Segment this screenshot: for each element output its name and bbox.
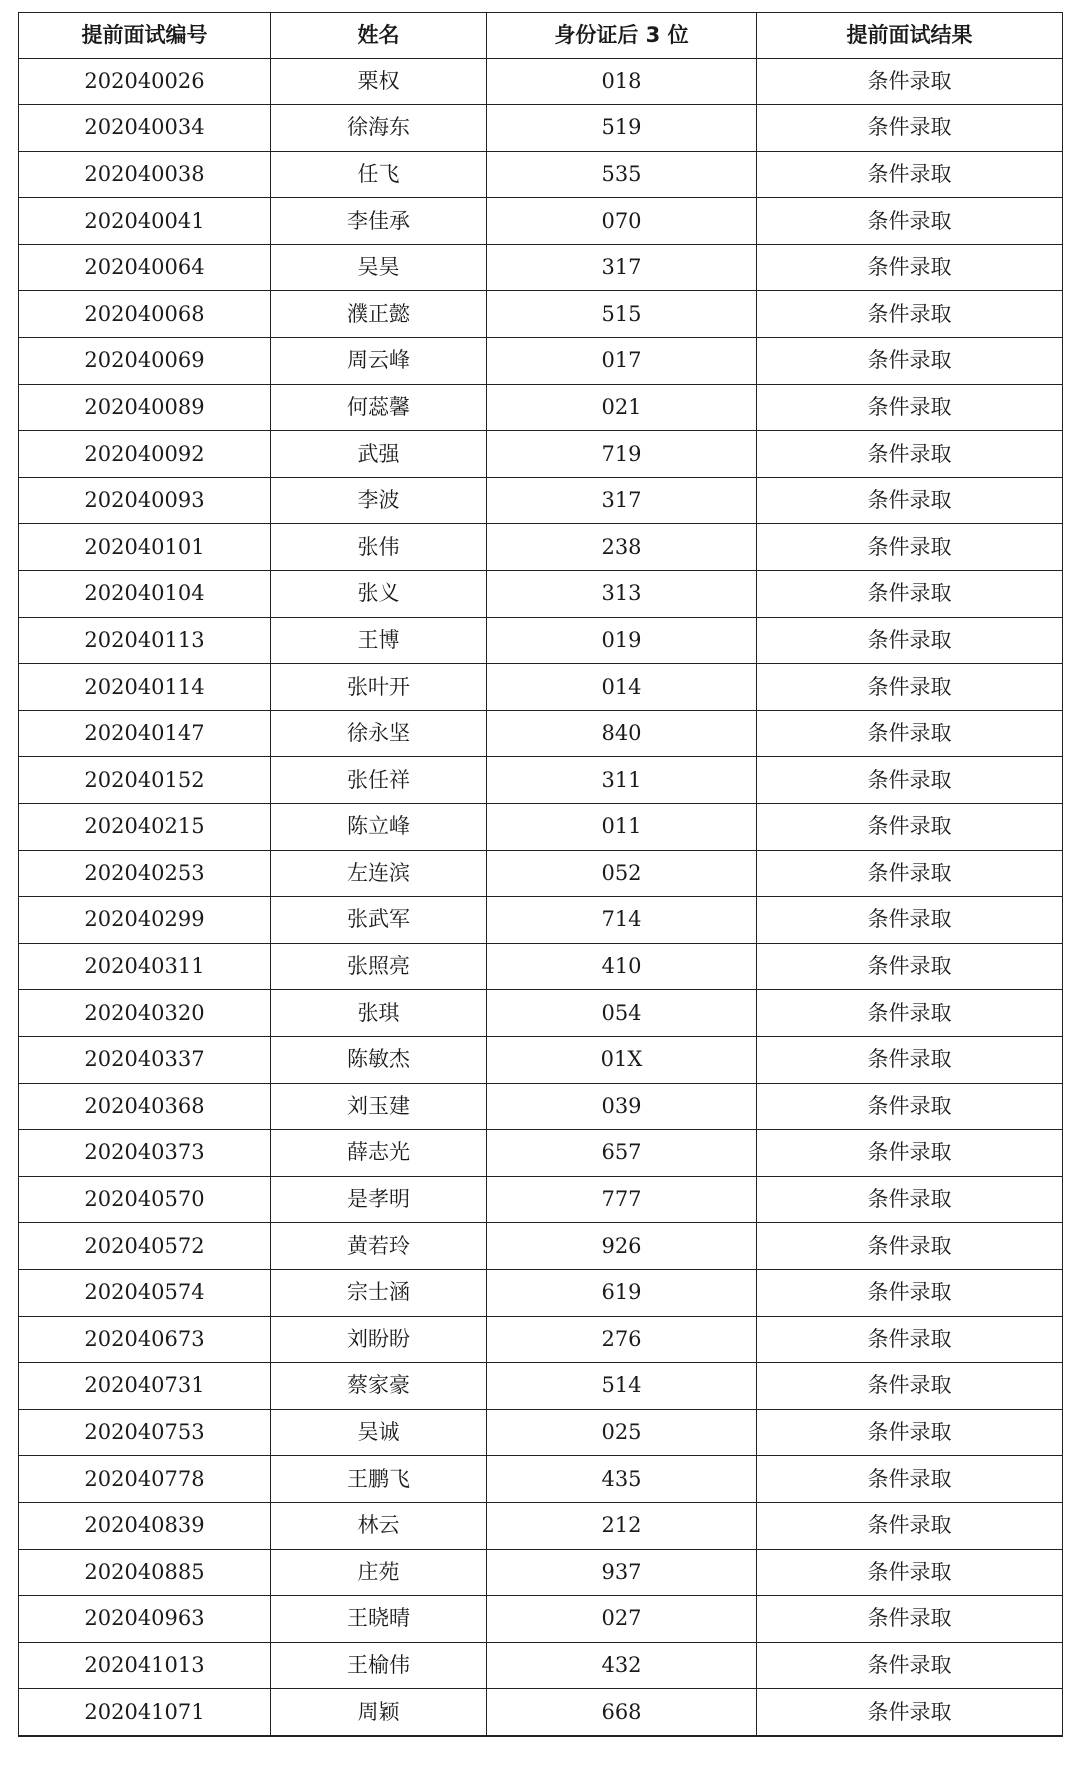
cell-id-last-3: 937 [487,1549,757,1596]
cell-name: 张任祥 [271,757,487,804]
header-interview-number: 提前面试编号 [19,13,271,59]
cell-interview-result: 条件录取 [757,58,1063,105]
cell-interview-number: 202040572 [19,1223,271,1270]
cell-interview-number: 202040963 [19,1596,271,1643]
table-row [19,477,1063,524]
cell-name: 薛志光 [271,1130,487,1177]
cell-interview-number: 202040101 [19,524,271,571]
cell-interview-number: 202040311 [19,943,271,990]
cell-interview-number: 202040152 [19,757,271,804]
cell-id-last-3: 840 [487,710,757,757]
cell-interview-number: 202040093 [19,477,271,524]
cell-interview-result: 条件录取 [757,804,1063,851]
cell-interview-result: 条件录取 [757,897,1063,944]
cell-id-last-3: 317 [487,477,757,524]
cell-interview-number: 202040092 [19,431,271,478]
table-row [19,897,1063,944]
cell-id-last-3: 021 [487,384,757,431]
cell-id-last-3: 052 [487,850,757,897]
cell-id-last-3: 019 [487,617,757,664]
cell-id-last-3: 714 [487,897,757,944]
table-row [19,291,1063,338]
cell-interview-number: 202040337 [19,1036,271,1083]
cell-interview-result: 条件录取 [757,1642,1063,1689]
table-row [19,1642,1063,1689]
cell-name: 张伟 [271,524,487,571]
table-row [19,990,1063,1037]
cell-interview-result: 条件录取 [757,384,1063,431]
table-row [19,524,1063,571]
cell-name: 张琪 [271,990,487,1037]
cell-interview-result: 条件录取 [757,198,1063,245]
cell-interview-result: 条件录取 [757,1269,1063,1316]
cell-interview-number: 202040885 [19,1549,271,1596]
cell-interview-number: 202040034 [19,105,271,152]
table-row [19,1363,1063,1410]
cell-name: 蔡家豪 [271,1363,487,1410]
cell-id-last-3: 619 [487,1269,757,1316]
cell-interview-number: 202040839 [19,1502,271,1549]
table-body [19,58,1063,1736]
cell-interview-result: 条件录取 [757,1316,1063,1363]
cell-interview-result: 条件录取 [757,664,1063,711]
cell-interview-number: 202040113 [19,617,271,664]
cell-interview-result: 条件录取 [757,291,1063,338]
cell-id-last-3: 719 [487,431,757,478]
table-row [19,1409,1063,1456]
table-header [19,13,1063,59]
cell-name: 何蕊馨 [271,384,487,431]
cell-interview-number: 202040026 [19,58,271,105]
cell-id-last-3: 313 [487,571,757,618]
table-row [19,1083,1063,1130]
table-row [19,384,1063,431]
table-row [19,1316,1063,1363]
header-interview-result: 提前面试结果 [757,13,1063,59]
cell-name: 刘盼盼 [271,1316,487,1363]
cell-interview-result: 条件录取 [757,1456,1063,1503]
table-row [19,151,1063,198]
cell-interview-result: 条件录取 [757,244,1063,291]
table-row [19,757,1063,804]
cell-id-last-3: 276 [487,1316,757,1363]
cell-name: 徐海东 [271,105,487,152]
cell-interview-result: 条件录取 [757,1549,1063,1596]
cell-name: 张武军 [271,897,487,944]
table-row [19,1689,1063,1736]
cell-id-last-3: 514 [487,1363,757,1410]
cell-id-last-3: 025 [487,1409,757,1456]
cell-interview-result: 条件录取 [757,431,1063,478]
header-id-last-3: 身份证后 3 位 [487,13,757,59]
table-row [19,338,1063,385]
cell-interview-number: 202040104 [19,571,271,618]
cell-interview-number: 202040368 [19,1083,271,1130]
cell-name: 周颖 [271,1689,487,1736]
cell-interview-number: 202040089 [19,384,271,431]
cell-name: 吴昊 [271,244,487,291]
cell-interview-result: 条件录取 [757,105,1063,152]
cell-id-last-3: 926 [487,1223,757,1270]
cell-id-last-3: 317 [487,244,757,291]
table-row [19,710,1063,757]
cell-name: 张照亮 [271,943,487,990]
cell-interview-number: 202040731 [19,1363,271,1410]
table-row [19,1502,1063,1549]
cell-interview-number: 202041071 [19,1689,271,1736]
cell-interview-number: 202040778 [19,1456,271,1503]
cell-interview-result: 条件录取 [757,990,1063,1037]
cell-interview-number: 202040574 [19,1269,271,1316]
table-row [19,1223,1063,1270]
cell-name: 任飞 [271,151,487,198]
cell-id-last-3: 054 [487,990,757,1037]
cell-interview-result: 条件录取 [757,151,1063,198]
cell-interview-result: 条件录取 [757,1689,1063,1736]
cell-name: 濮正懿 [271,291,487,338]
cell-id-last-3: 432 [487,1642,757,1689]
cell-interview-result: 条件录取 [757,1176,1063,1223]
table-row [19,850,1063,897]
cell-id-last-3: 011 [487,804,757,851]
cell-interview-result: 条件录取 [757,1363,1063,1410]
cell-name: 庄苑 [271,1549,487,1596]
table-row [19,1130,1063,1177]
cell-interview-result: 条件录取 [757,1596,1063,1643]
cell-interview-result: 条件录取 [757,757,1063,804]
cell-name: 徐永坚 [271,710,487,757]
cell-interview-number: 202040147 [19,710,271,757]
cell-interview-result: 条件录取 [757,477,1063,524]
cell-name: 刘玉建 [271,1083,487,1130]
cell-interview-number: 202040753 [19,1409,271,1456]
cell-interview-result: 条件录取 [757,1036,1063,1083]
cell-name: 李佳承 [271,198,487,245]
cell-interview-result: 条件录取 [757,524,1063,571]
results-sheet [18,12,1062,1737]
cell-name: 王榆伟 [271,1642,487,1689]
cell-interview-number: 202040068 [19,291,271,338]
cell-id-last-3: 070 [487,198,757,245]
cell-name: 是孝明 [271,1176,487,1223]
cell-id-last-3: 777 [487,1176,757,1223]
cell-id-last-3: 311 [487,757,757,804]
cell-interview-number: 202040320 [19,990,271,1037]
cell-name: 王晓晴 [271,1596,487,1643]
header-row [19,13,1063,59]
cell-interview-number: 202040673 [19,1316,271,1363]
cell-interview-number: 202040299 [19,897,271,944]
cell-interview-number: 202041013 [19,1642,271,1689]
table-row [19,244,1063,291]
cell-id-last-3: 535 [487,151,757,198]
cell-name: 武强 [271,431,487,478]
table-row [19,198,1063,245]
table-row [19,1596,1063,1643]
cell-name: 周云峰 [271,338,487,385]
cell-name: 吴诚 [271,1409,487,1456]
cell-id-last-3: 515 [487,291,757,338]
table-row [19,664,1063,711]
table-row [19,571,1063,618]
cell-interview-result: 条件录取 [757,850,1063,897]
cell-id-last-3: 657 [487,1130,757,1177]
cell-name: 林云 [271,1502,487,1549]
cell-interview-number: 202040038 [19,151,271,198]
cell-interview-result: 条件录取 [757,710,1063,757]
table-row [19,58,1063,105]
cell-interview-number: 202040041 [19,198,271,245]
table-row [19,1269,1063,1316]
table-row [19,1036,1063,1083]
table-row [19,617,1063,664]
cell-name: 王鹏飞 [271,1456,487,1503]
table-row [19,1549,1063,1596]
table-row [19,1176,1063,1223]
cell-id-last-3: 212 [487,1502,757,1549]
table-row [19,804,1063,851]
cell-name: 张义 [271,571,487,618]
cell-name: 陈敏杰 [271,1036,487,1083]
table-row [19,431,1063,478]
cell-id-last-3: 668 [487,1689,757,1736]
cell-name: 宗士涵 [271,1269,487,1316]
cell-interview-result: 条件录取 [757,1223,1063,1270]
cell-interview-result: 条件录取 [757,1409,1063,1456]
header-name: 姓名 [271,13,487,59]
cell-name: 李波 [271,477,487,524]
cell-interview-number: 202040253 [19,850,271,897]
cell-interview-result: 条件录取 [757,617,1063,664]
cell-name: 栗权 [271,58,487,105]
cell-id-last-3: 435 [487,1456,757,1503]
cell-interview-result: 条件录取 [757,1502,1063,1549]
cell-interview-number: 202040069 [19,338,271,385]
cell-interview-number: 202040215 [19,804,271,851]
cell-interview-result: 条件录取 [757,1130,1063,1177]
cell-id-last-3: 027 [487,1596,757,1643]
cell-interview-number: 202040064 [19,244,271,291]
table-row [19,943,1063,990]
cell-interview-result: 条件录取 [757,571,1063,618]
cell-interview-number: 202040114 [19,664,271,711]
cell-interview-result: 条件录取 [757,1083,1063,1130]
interview-results-table [18,12,1063,1737]
cell-id-last-3: 039 [487,1083,757,1130]
cell-name: 陈立峰 [271,804,487,851]
cell-name: 张叶开 [271,664,487,711]
table-row [19,1456,1063,1503]
cell-interview-number: 202040373 [19,1130,271,1177]
cell-id-last-3: 238 [487,524,757,571]
cell-interview-result: 条件录取 [757,338,1063,385]
cell-id-last-3: 018 [487,58,757,105]
table-row [19,105,1063,152]
cell-name: 王博 [271,617,487,664]
cell-name: 黄若玲 [271,1223,487,1270]
cell-name: 左连滨 [271,850,487,897]
cell-id-last-3: 017 [487,338,757,385]
cell-id-last-3: 014 [487,664,757,711]
cell-interview-result: 条件录取 [757,943,1063,990]
cell-id-last-3: 519 [487,105,757,152]
cell-id-last-3: 01X [487,1036,757,1083]
cell-interview-number: 202040570 [19,1176,271,1223]
cell-id-last-3: 410 [487,943,757,990]
